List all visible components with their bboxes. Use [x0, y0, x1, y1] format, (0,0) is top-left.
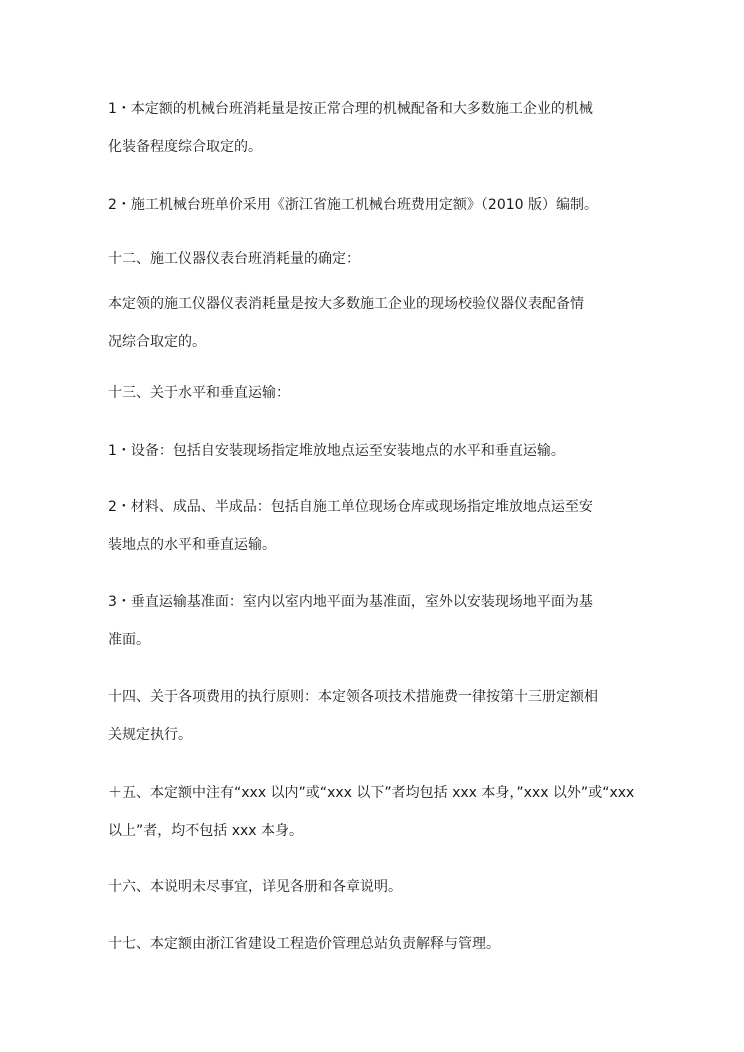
paragraph-equipment-transport — [108, 432, 648, 470]
paragraph-line: 3・垂直运输基准面：室内以室内地平面为基准面，室外以安装现场地平面为基 — [108, 594, 593, 610]
paragraph-line: 2・施工机械台班单价采用《浙江省施工机械台班费用定额》（2010 版）编制。 — [108, 197, 598, 213]
paragraph-line: 十七、本定额由浙江省建设工程造价管理总站负责解释与管理。 — [108, 936, 500, 952]
paragraph-line: 化装备程度综合取定的。 — [108, 139, 262, 155]
section-heading-16 — [108, 868, 648, 906]
paragraph-line: ＋五、本定额中注有“xxx 以内”或“xxx 以下”者均包括 xxx 本身，”xxx 以外”或“xxx — [108, 785, 635, 801]
section-heading-12 — [108, 240, 648, 278]
section-heading-15 — [108, 774, 648, 850]
paragraph-line: 2・材料、成品、半成品：包括自施工单位现场仓库或现场指定堆放地点运至安 — [108, 499, 593, 515]
paragraph-materials-transport — [108, 488, 648, 564]
paragraph-line: 1・本定额的机械台班消耗量是按正常合理的机械配备和大多数施工企业的机械 — [108, 101, 593, 117]
paragraph-line: 十六、本说明未尽事宜，详见各册和各章说明。 — [108, 879, 402, 895]
paragraph-machine-consumption — [108, 90, 648, 166]
paragraph-vertical-datum — [108, 583, 648, 659]
paragraph-line: 十三、关于水平和垂直运输： — [108, 385, 290, 401]
paragraph-instrument-consumption — [108, 285, 648, 361]
section-heading-14 — [108, 678, 648, 754]
paragraph-line: 本定领的施工仪器仪表消耗量是按大多数施工企业的现场校验仪器仪表配备情 — [108, 296, 584, 312]
section-heading-13 — [108, 374, 648, 412]
paragraph-line: 以上”者，均不包括 xxx 本身。 — [108, 823, 304, 839]
paragraph-line: 关规定执行。 — [108, 727, 192, 743]
section-heading-17 — [108, 925, 648, 963]
paragraph-machine-unit-price — [108, 186, 648, 224]
paragraph-line: 十二、施工仪器仪表台班消耗量的确定： — [108, 251, 360, 267]
paragraph-line: 况综合取定的。 — [108, 334, 206, 350]
paragraph-line: 十四、关于各项费用的执行原则：本定领各项技术措施费一律按第十三册定额相 — [108, 689, 598, 705]
paragraph-line: 1・设备：包括自安装现场指定堆放地点运至安装地点的水平和垂直运输。 — [108, 443, 565, 459]
paragraph-line: 准面。 — [108, 632, 150, 648]
paragraph-line: 装地点的水平和垂直运输。 — [108, 537, 276, 553]
